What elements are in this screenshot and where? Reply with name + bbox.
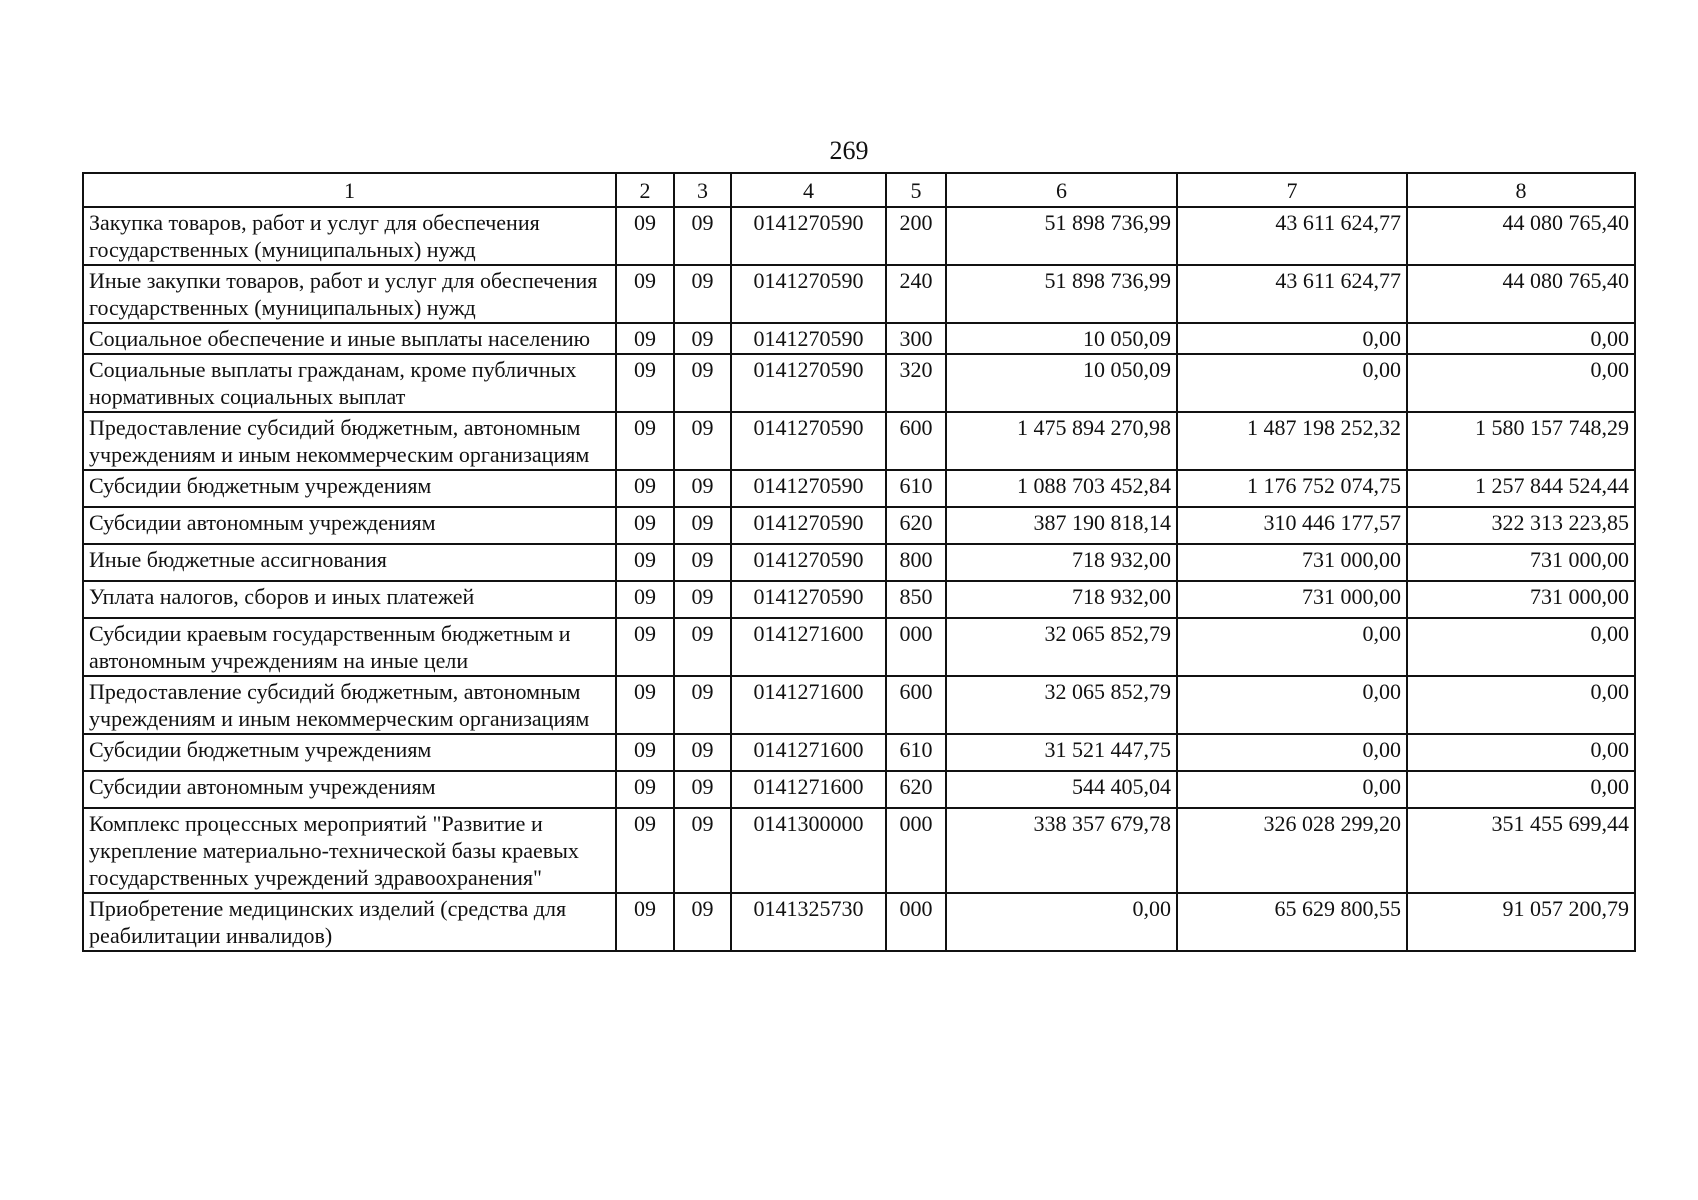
expense-type-cell: 800 [886,544,946,581]
expense-type-cell: 600 [886,676,946,734]
amount-col8-cell: 731 000,00 [1407,544,1635,581]
amount-col8-cell: 0,00 [1407,734,1635,771]
column-header: 7 [1177,173,1407,207]
table-row [83,412,1635,470]
amount-col8-cell: 731 000,00 [1407,581,1635,618]
row-name-cell: Субсидии автономным учреждениям [83,771,616,808]
target-article-cell: 0141270590 [731,507,886,544]
target-article-cell: 0141271600 [731,734,886,771]
amount-col8-cell: 44 080 765,40 [1407,265,1635,323]
amount-col7-cell: 65 629 800,55 [1177,893,1407,951]
subsection-code-cell: 09 [674,676,731,734]
amount-col8-cell: 0,00 [1407,354,1635,412]
amount-col6-cell: 338 357 679,78 [946,808,1177,893]
row-name-cell: Комплекс процессных мероприятий "Развитие и укрепление материально-технической базы краевых государственных учреждений здравоохранения" [83,808,616,893]
expense-type-cell: 200 [886,207,946,265]
amount-col6-cell: 51 898 736,99 [946,207,1177,265]
amount-col7-cell: 0,00 [1177,618,1407,676]
subsection-code-cell: 09 [674,618,731,676]
amount-col7-cell: 310 446 177,57 [1177,507,1407,544]
amount-col7-cell: 0,00 [1177,771,1407,808]
expense-type-cell: 000 [886,808,946,893]
header-row [83,173,1635,207]
column-header: 4 [731,173,886,207]
amount-col8-cell: 351 455 699,44 [1407,808,1635,893]
section-code-cell: 09 [616,470,674,507]
column-header: 1 [83,173,616,207]
target-article-cell: 0141300000 [731,808,886,893]
target-article-cell: 0141271600 [731,771,886,808]
subsection-code-cell: 09 [674,808,731,893]
column-header: 8 [1407,173,1635,207]
amount-col8-cell: 1 257 844 524,44 [1407,470,1635,507]
subsection-code-cell: 09 [674,412,731,470]
table-row [83,893,1635,951]
table-row [83,207,1635,265]
table-row [83,507,1635,544]
amount-col7-cell: 43 611 624,77 [1177,207,1407,265]
subsection-code-cell: 09 [674,265,731,323]
amount-col7-cell: 0,00 [1177,676,1407,734]
amount-col7-cell: 731 000,00 [1177,544,1407,581]
amount-col6-cell: 51 898 736,99 [946,265,1177,323]
section-code-cell: 09 [616,207,674,265]
amount-col6-cell: 31 521 447,75 [946,734,1177,771]
subsection-code-cell: 09 [674,507,731,544]
row-name-cell: Иные бюджетные ассигнования [83,544,616,581]
subsection-code-cell: 09 [674,734,731,771]
amount-col6-cell: 10 050,09 [946,354,1177,412]
expense-type-cell: 610 [886,470,946,507]
column-header: 3 [674,173,731,207]
target-article-cell: 0141325730 [731,893,886,951]
table-row [83,470,1635,507]
subsection-code-cell: 09 [674,771,731,808]
target-article-cell: 0141270590 [731,265,886,323]
amount-col8-cell: 91 057 200,79 [1407,893,1635,951]
amount-col7-cell: 0,00 [1177,734,1407,771]
table-row [83,734,1635,771]
row-name-cell: Субсидии бюджетным учреждениям [83,734,616,771]
row-name-cell: Иные закупки товаров, работ и услуг для обеспечения государственных (муниципальных) нужд [83,265,616,323]
subsection-code-cell: 09 [674,323,731,354]
amount-col8-cell: 0,00 [1407,771,1635,808]
section-code-cell: 09 [616,323,674,354]
table-row [83,323,1635,354]
subsection-code-cell: 09 [674,207,731,265]
amount-col6-cell: 10 050,09 [946,323,1177,354]
table-row [83,618,1635,676]
amount-col8-cell: 0,00 [1407,323,1635,354]
target-article-cell: 0141270590 [731,581,886,618]
section-code-cell: 09 [616,618,674,676]
row-name-cell: Предоставление субсидий бюджетным, автономным учреждениям и иным некоммерческим организациям [83,412,616,470]
target-article-cell: 0141271600 [731,618,886,676]
row-name-cell: Социальные выплаты гражданам, кроме публичных нормативных социальных выплат [83,354,616,412]
target-article-cell: 0141270590 [731,207,886,265]
amount-col7-cell: 731 000,00 [1177,581,1407,618]
target-article-cell: 0141271600 [731,676,886,734]
table-row [83,544,1635,581]
amount-col6-cell: 32 065 852,79 [946,618,1177,676]
row-name-cell: Закупка товаров, работ и услуг для обеспечения государственных (муниципальных) нужд [83,207,616,265]
table-row [83,771,1635,808]
target-article-cell: 0141270590 [731,323,886,354]
column-header: 5 [886,173,946,207]
amount-col7-cell: 0,00 [1177,354,1407,412]
table-row [83,808,1635,893]
target-article-cell: 0141270590 [731,544,886,581]
target-article-cell: 0141270590 [731,412,886,470]
section-code-cell: 09 [616,412,674,470]
amount-col8-cell: 0,00 [1407,618,1635,676]
section-code-cell: 09 [616,581,674,618]
amount-col7-cell: 326 028 299,20 [1177,808,1407,893]
expense-type-cell: 620 [886,507,946,544]
subsection-code-cell: 09 [674,581,731,618]
expense-type-cell: 610 [886,734,946,771]
expense-type-cell: 000 [886,893,946,951]
row-name-cell: Социальное обеспечение и иные выплаты населению [83,323,616,354]
amount-col8-cell: 0,00 [1407,676,1635,734]
expense-type-cell: 000 [886,618,946,676]
target-article-cell: 0141270590 [731,354,886,412]
amount-col8-cell: 322 313 223,85 [1407,507,1635,544]
amount-col6-cell: 1 475 894 270,98 [946,412,1177,470]
row-name-cell: Предоставление субсидий бюджетным, автономным учреждениям и иным некоммерческим организациям [83,676,616,734]
amount-col6-cell: 32 065 852,79 [946,676,1177,734]
subsection-code-cell: 09 [674,354,731,412]
section-code-cell: 09 [616,676,674,734]
section-code-cell: 09 [616,507,674,544]
table-row [83,581,1635,618]
amount-col6-cell: 0,00 [946,893,1177,951]
expense-type-cell: 850 [886,581,946,618]
table-row [83,354,1635,412]
expense-type-cell: 300 [886,323,946,354]
expense-type-cell: 620 [886,771,946,808]
amount-col6-cell: 544 405,04 [946,771,1177,808]
row-name-cell: Субсидии автономным учреждениям [83,507,616,544]
row-name-cell: Приобретение медицинских изделий (средства для реабилитации инвалидов) [83,893,616,951]
section-code-cell: 09 [616,544,674,581]
expense-type-cell: 240 [886,265,946,323]
table-row [83,265,1635,323]
target-article-cell: 0141270590 [731,470,886,507]
section-code-cell: 09 [616,771,674,808]
section-code-cell: 09 [616,893,674,951]
section-code-cell: 09 [616,734,674,771]
subsection-code-cell: 09 [674,544,731,581]
amount-col7-cell: 0,00 [1177,323,1407,354]
section-code-cell: 09 [616,808,674,893]
section-code-cell: 09 [616,354,674,412]
amount-col6-cell: 1 088 703 452,84 [946,470,1177,507]
column-header: 6 [946,173,1177,207]
amount-col6-cell: 718 932,00 [946,544,1177,581]
amount-col6-cell: 387 190 818,14 [946,507,1177,544]
amount-col8-cell: 44 080 765,40 [1407,207,1635,265]
row-name-cell: Уплата налогов, сборов и иных платежей [83,581,616,618]
amount-col7-cell: 1 176 752 074,75 [1177,470,1407,507]
row-name-cell: Субсидии бюджетным учреждениям [83,470,616,507]
page-number: 269 [829,136,869,165]
column-header: 2 [616,173,674,207]
amount-col6-cell: 718 932,00 [946,581,1177,618]
row-name-cell: Субсидии краевым государственным бюджетным и автономным учреждениям на иные цели [83,618,616,676]
amount-col7-cell: 1 487 198 252,32 [1177,412,1407,470]
table-row [83,676,1635,734]
amount-col8-cell: 1 580 157 748,29 [1407,412,1635,470]
section-code-cell: 09 [616,265,674,323]
subsection-code-cell: 09 [674,893,731,951]
subsection-code-cell: 09 [674,470,731,507]
budget-table [82,172,1636,952]
expense-type-cell: 320 [886,354,946,412]
amount-col7-cell: 43 611 624,77 [1177,265,1407,323]
expense-type-cell: 600 [886,412,946,470]
